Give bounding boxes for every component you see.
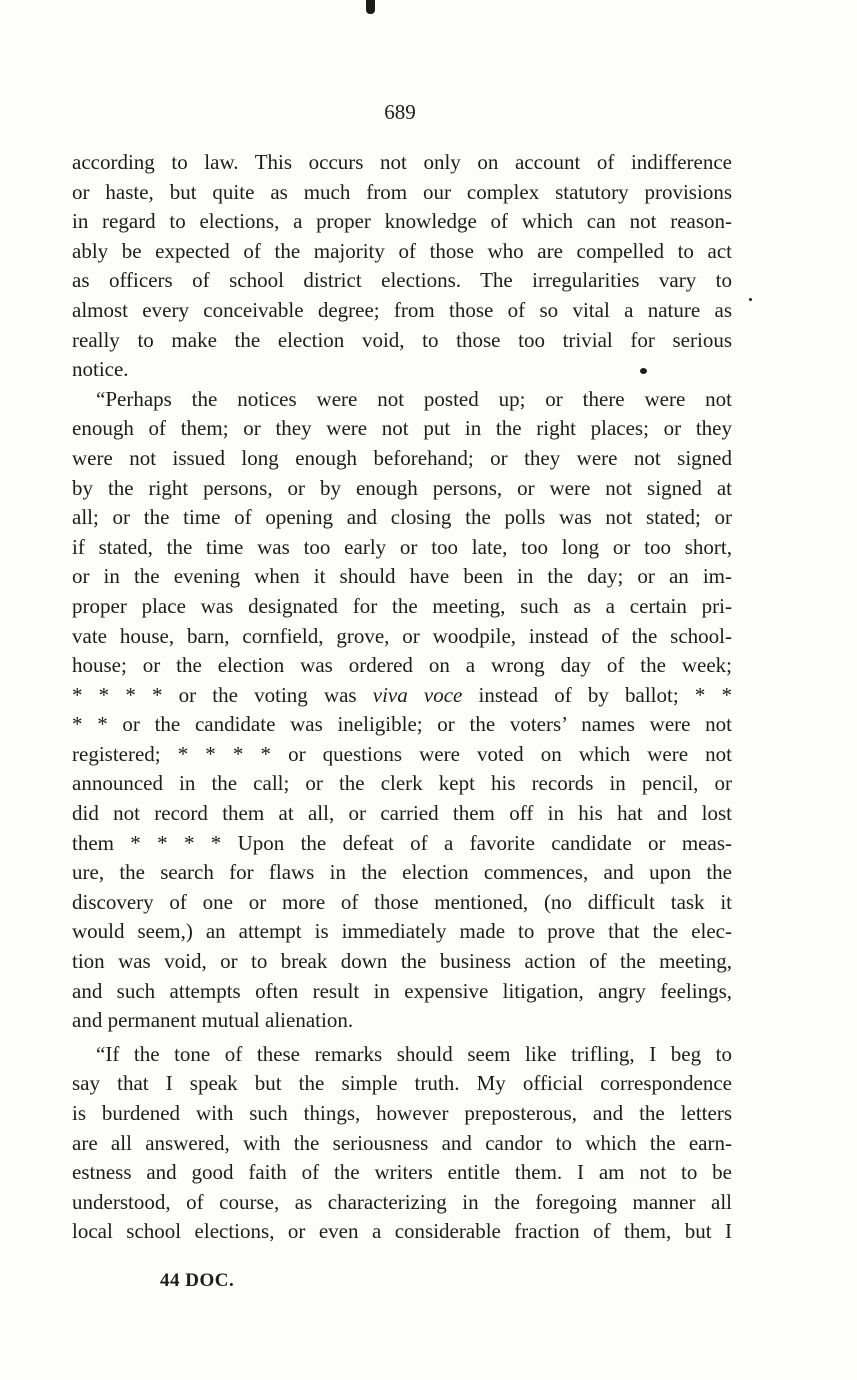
text-line: by the right persons, or by enough persons, or were not signed at [72, 475, 732, 500]
text-line: ure, the search for flaws in the election commences, and upon the [72, 860, 732, 885]
text-line: are all answered, with the seriousness and candor to which the earn- [72, 1130, 732, 1155]
text-line: announced in the call; or the clerk kept his records in pencil, or [72, 771, 732, 796]
text-segment: instead of by ballot; * * [462, 682, 732, 707]
text-line: say that I speak but the simple truth. My official correspondence [72, 1071, 732, 1096]
text-line: house; or the election was ordered on a wrong day of the week; [72, 653, 732, 678]
text-line: is burdened with such things, however preposterous, and the letters [72, 1101, 732, 1125]
text-line: * * or the candidate was ineligible; or the voters’ names were not [72, 712, 732, 737]
text-line: discovery of one or more of those mentioned, (no difficult task it [72, 889, 732, 914]
body-text [72, 148, 732, 1247]
text-line: or haste, but quite as much from our complex statutory provisions [72, 179, 732, 204]
text-line: them * * * * Upon the defeat of a favorite candidate or meas- [72, 830, 732, 855]
text-line: as officers of school district elections. The irregularities vary to [72, 268, 732, 293]
text-line: notice. [72, 357, 129, 382]
text-line: “Perhaps the notices were not posted up; or there were not [96, 386, 732, 411]
paragraph-2 [72, 385, 732, 1036]
text-line: and permanent mutual alienation. [72, 1008, 354, 1033]
text-line: enough of them; or they were not put in the right places; or they [72, 416, 732, 441]
text-segment: * * * * or the voting was [72, 682, 373, 707]
text-line: and such attempts often result in expensive litigation, angry feelings, [72, 978, 732, 1003]
text-line: would seem,) an attempt is immediately made to prove that the elec- [72, 919, 732, 944]
text-line: ably be expected of the majority of those who are compelled to act [72, 238, 732, 263]
text-line: tion was void, or to break down the business action of the meeting, [72, 949, 732, 974]
text-line: proper place was designated for the meeting, such as a certain pri- [72, 593, 732, 618]
text-line: vate house, barn, cornfield, grove, or woodpile, instead of the school- [72, 623, 732, 648]
text-line: were not issued long enough beforehand; or they were not signed [72, 445, 732, 470]
signature-mark: 44 DOC. [160, 1270, 235, 1291]
text-line: registered; * * * * or questions were voted on which were not [72, 741, 732, 766]
paragraph-3 [72, 1040, 732, 1247]
paragraph-1 [72, 148, 732, 385]
text-line: in regard to elections, a proper knowledge of which can not reason- [72, 209, 732, 234]
text-line: according to law. This occurs not only on account of indifference [72, 150, 732, 174]
text-line: all; or the time of opening and closing the polls was not stated; or [72, 505, 732, 530]
text-line: “If the tone of these remarks should seem like trifling, I beg to [96, 1041, 732, 1066]
text-line: estness and good faith of the writers entitle them. I am not to be [72, 1160, 732, 1185]
text-line: almost every conceivable degree; from those of so vital a nature as [72, 297, 732, 322]
text-line: or in the evening when it should have been in the day; or an im- [72, 564, 732, 589]
text-line: did not record them at all, or carried them off in his hat and lost [72, 801, 732, 826]
page-number: 689 [384, 100, 416, 124]
text-line: if stated, the time was too early or too late, too long or too short, [72, 534, 732, 559]
ink-blot-mark [366, 0, 375, 14]
text-line: local school elections, or even a considerable fraction of them, but I [72, 1219, 732, 1244]
italic-phrase: viva voce [372, 682, 463, 707]
text-line: really to make the election void, to those too trivial for serious [72, 327, 732, 352]
ink-speck [749, 298, 752, 301]
text-line-with-italic [72, 681, 732, 711]
text-line: understood, of course, as characterizing in the foregoing manner all [72, 1189, 732, 1214]
